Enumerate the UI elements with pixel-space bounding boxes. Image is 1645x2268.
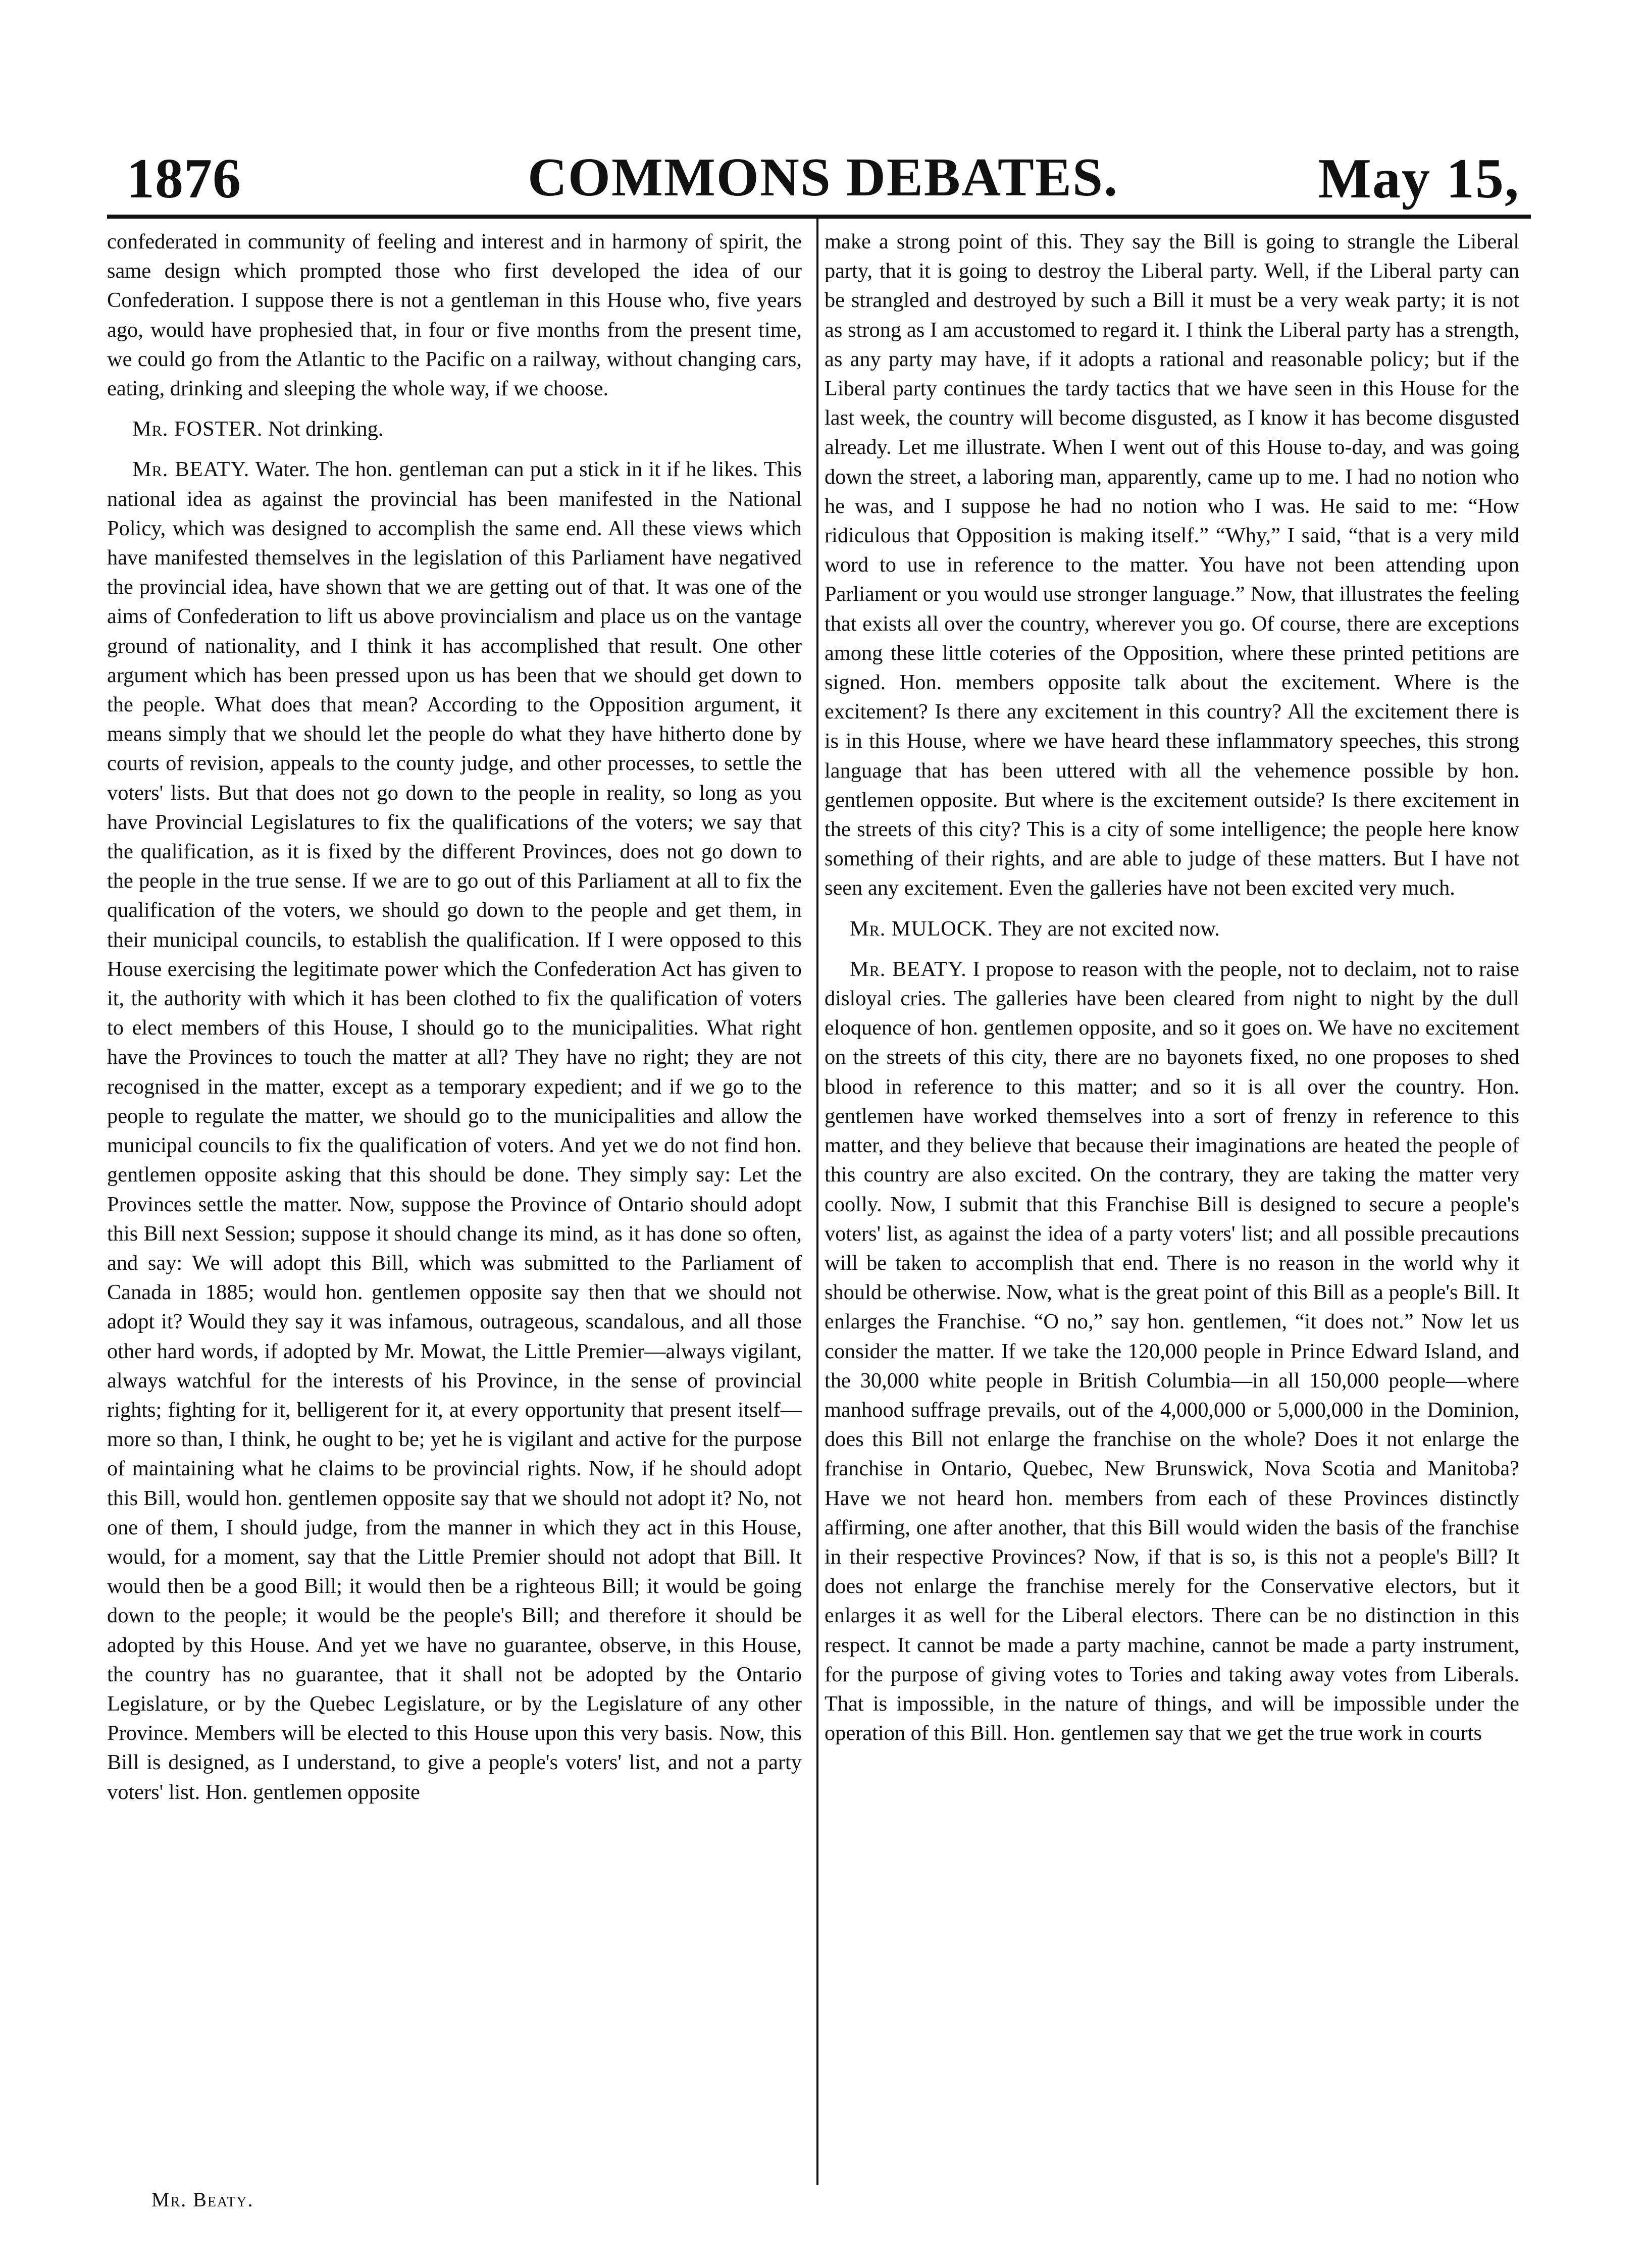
paragraph: make a strong point of this. They say the Bill is going to strangle the Liberal party, that it is going to destroy the Liberal party. Well, if the Liberal party can be strangled and destroyed by such a Bill it must be a very weak party; it is not as strong as I am accustomed to regard it. I think the Liberal party has a strength, as any party may have, if it adopts a rational and reasonable policy; but if the Liberal party continues the tardy tactics that we have seen in this House for the last week, the country will become disgusted, as I know it has become disgusted already. Let me illustrate. When I went out of this House to-day, and was going down the street, a laboring man, apparently, came up to me. I had no notion who he was, and I suppose he had no notion who I was. He said to me: “How ridiculous that Opposition is making itself.” “Why,” I said, “that is a very mild word to use in reference to the matter. You have not been attending upon Parliament or you would use stronger language.” Now, that illustrates the feeling that exists all over the country, wherever you go. Of course, there are exceptions among these little coteries of the Opposition, where these printed petitions are signed. Hon. members opposite talk about the excitement. Where is the excitement? Is there any excitement in this country? All the excitement there is is in this House, where we have heard these inflammatory speeches, this strong language that has been uttered with all the vehemence possible by hon. gentlemen opposite. But where is the excitement outside? Is there excitement in the streets of this city? This is a city of some intelligence; the people here know something of their rights, and are able to judge of these matters. But I have not seen any excitement. Even the galleries have not been excited very much. [825, 230, 1519, 900]
speech-text: Water. The hon. gentleman can put a stick in it if he likes. This national idea as against the provincial has been manifested in the National Policy, which was designed to accomplish the same end. All these views which have manifested themselves in the legislation of this Parliament have negatived the provincial idea, have shown that we are getting out of that. It was one of the aims of Confederation to lift us above provincialism and place us on the vantage ground of nationality, and I think it has accomplished that result. One other argument which has been pressed upon us has been that we should get down to the people. What does that mean? According to the Opposition argument, it means simply that we should let the people do what they have hitherto done by courts of revision, appeals to the county judge, and other processes, to settle the voters' lists. But that does not go down to the people in reality, so long as you have Provincial Legislatures to fix the qualifications of the voters; we say that the qualification, as it is fixed by the different Provinces, does not go down to the people in the true sense. If we are to go out of this Parliament at all to fix the qualification of the voters, we should go down to the people and get them, in their municipal councils, to establish the qualification. If I were opposed to this House exercising the legitimate power which the Confederation Act has given to it, the authority with which it has been clothed to fix the qualification of voters to elect members of this House, I should go to the municipalities. What right have the Provinces to touch the matter at all? They have no right; they are not recognised in the matter, except as a temporary expedient; and if we go to the people to regulate the matter, we should go to the municipalities and allow the municipal councils to fix the qualification of voters. And yet we do not find hon. gentlemen opposite asking that this should be done. They simply say: Let the Provinces settle the matter. Now, suppose the Province of Ontario should adopt this Bill next Session; suppose it should change its mind, as it has done so often, and say: We will adopt this Bill, which was submitted to the Parliament of Canada in 1885; would hon. gentlemen opposite say then that we should not adopt it? Would they say it was infamous, outrageous, scandalous, and all those other hard words, if adopted by Mr. Mowat, the Little Premier—always vigilant, always watchful for the interests of his Province, in the sense of provincial rights; fighting for it, belligerent for it, at every opportunity that present itself—more so than, I think, he ought to be; yet he is vigilant and active for the purpose of maintaining what he claims to be provincial rights. Now, if he should adopt this Bill, would hon. gentlemen opposite say that we should not adopt it? No, not one of them, I should judge, from the manner in which they act in this House, would, for a moment, say that the Little Premier should not adopt that Bill. It would then be a good Bill; it would then be a righteous Bill; it would be going down to the people; it would be the people's Bill; and therefore it should be adopted by this House. And yet we have no guarantee, observe, in this House, the country has no guarantee, that it shall not be adopted by the Ontario Legislature, or by the Quebec Legislature, or by the Legislature of any other Province. Members will be elected to this House upon this very basis. Now, this Bill is designed, as I understand, to give a people's voters' list, and not a party voters' list. Hon. gentlemen opposite [107, 457, 802, 1804]
catchword: Mr. Beaty. [151, 2188, 254, 2211]
speech-text: Not drinking. [268, 417, 384, 441]
paragraph: confederated in community of feeling and interest and in harmony of spirit, the same design which prompted those who first developed the idea of our Confederation. I suppose there is not a gentleman in this House who, five years ago, would have prophesied that, in four or five months from the present time, we could go from the Atlantic to the Pacific on a railway, without changing cars, eating, drinking and sleeping the whole way, if we choose. [107, 230, 802, 401]
speech [825, 914, 1519, 944]
page-header [126, 146, 1520, 212]
speaker-name: Mr. BEATY. [850, 957, 967, 981]
speech [107, 455, 802, 1807]
publication-title: COMMONS DEBATES. [527, 147, 1119, 208]
speaker-name: Mr. MULOCK. [850, 916, 994, 941]
column-divider [816, 219, 818, 2185]
header-rule [107, 215, 1531, 219]
speaker-name: Mr. BEATY. [132, 457, 250, 482]
page-number: 1876 [126, 147, 241, 210]
left-column [107, 227, 802, 1818]
right-column [825, 227, 1519, 1759]
speech-text: I propose to reason with the people, not to declaim, not to raise disloyal cries. The galleries have been cleared from night to night by the dull eloquence of hon. gentlemen opposite, and so it goes on. We have no excitement on the streets of this city, there are no bayonets fixed, no one proposes to shed blood in reference to this matter; and so it is all over the country. Hon. gentlemen have worked themselves into a sort of frenzy in reference to this matter, and they believe that because their imaginations are heated the people of this country are also excited. On the contrary, they are taking the matter very coolly. Now, I submit that this Franchise Bill is designed to secure a people's voters' list, as against the idea of a party voters' list; and all possible precautions will be taken to accomplish that end. There is no reason in the world why it should be otherwise. Now, what is the great point of this Bill as a people's Bill. It enlarges the Franchise. “O no,” say hon. gentlemen, “it does not.” Now let us consider the matter. If we take the 120,000 people in Prince Edward Island, and the 30,000 white people in British Columbia—in all 150,000 people—where manhood suffrage prevails, out of the 4,000,000 or 5,000,000 in the Dominion, does this Bill not enlarge the franchise on the whole? Does it not enlarge the franchise in Ontario, Quebec, New Brunswick, Nova Scotia and Manitoba? Have we not heard hon. members from each of these Provinces distinctly affirming, one after another, that this Bill would widen the basis of the franchise in their respective Provinces? Now, if that is so, is this not a people's Bill? It does not enlarge the franchise merely for the Conservative electors, but it enlarges it as well for the Liberal electors. There can be no distinction in this respect. It cannot be made a party machine, cannot be made a party instrument, for the purpose of giving votes to Tories and taking away votes from Liberals. That is impossible, in the nature of things, and will be impossible under the operation of this Bill. Hon. gentlemen say that we get the true work in courts [825, 957, 1519, 1745]
page-date: May 15, [1318, 147, 1520, 210]
speech-text: They are not excited now. [998, 916, 1220, 941]
speech [825, 955, 1519, 1748]
speaker-name: Mr. FOSTER. [132, 417, 263, 441]
speech [107, 415, 802, 444]
